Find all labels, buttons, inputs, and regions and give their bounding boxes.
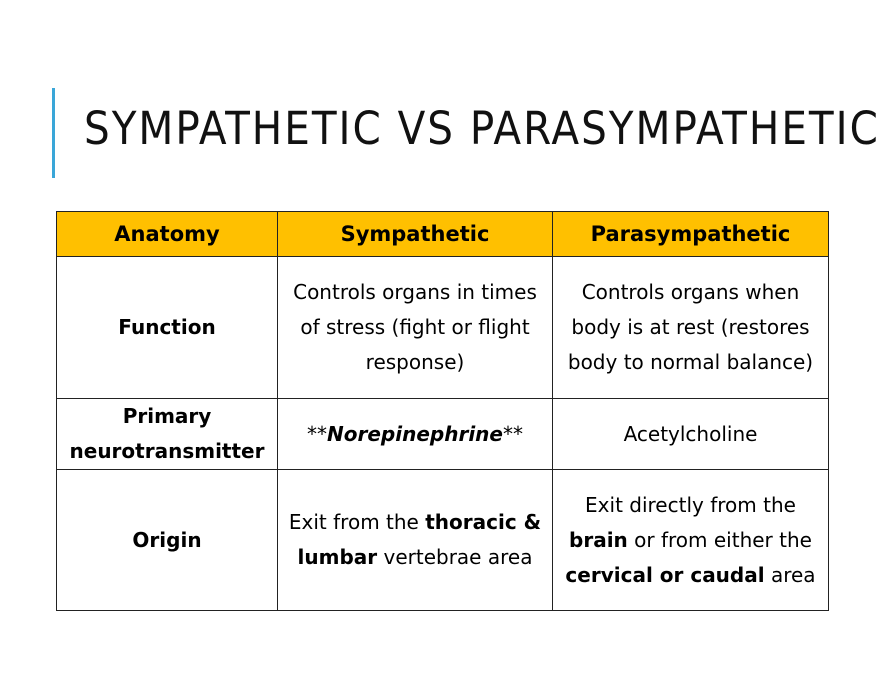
row-label-function: Function — [57, 257, 278, 399]
origin-para-text-3: area — [764, 562, 816, 587]
cell-parasympathetic-function: Controls organs when body is at rest (restores body to normal balance) — [553, 257, 829, 399]
cell-parasympathetic-origin — [553, 470, 829, 611]
origin-para-text-1: Exit directly from the — [585, 492, 796, 517]
row-label-origin: Origin — [57, 470, 278, 611]
table-header-row — [57, 212, 829, 257]
norepinephrine-text: Norepinephrine — [327, 421, 503, 446]
origin-sym-bold-1: thoracic & lumbar — [297, 510, 542, 569]
slide-title: SYMPATHETIC VS PARASYMPATHETIC — [84, 102, 880, 155]
asterisks-after: ** — [502, 421, 523, 446]
cell-sympathetic-origin — [278, 470, 553, 611]
cell-parasympathetic-neurotransmitter: Acetylcholine — [553, 399, 829, 470]
asterisks-before: ** — [307, 421, 328, 446]
header-parasympathetic: Parasympathetic — [553, 212, 829, 257]
cell-sympathetic-neurotransmitter — [278, 399, 553, 470]
row-label-neurotransmitter: Primary neurotransmitter — [57, 399, 278, 470]
origin-sym-text-1: Exit from the — [288, 510, 426, 534]
comparison-table — [56, 211, 829, 611]
header-sympathetic: Sympathetic — [278, 212, 553, 257]
table-row — [57, 257, 829, 399]
origin-para-text-2: or from either the — [627, 527, 812, 552]
origin-para-bold-1: brain — [569, 527, 628, 552]
header-anatomy: Anatomy — [57, 212, 278, 257]
origin-para-bold-2: cervical or caudal — [565, 562, 765, 587]
origin-sym-text-2: vertebrae area — [377, 545, 533, 569]
title-accent-bar — [52, 88, 55, 178]
table-row — [57, 399, 829, 470]
cell-sympathetic-function: Controls organs in times of stress (fight or flight response) — [278, 257, 553, 399]
table-row — [57, 470, 829, 611]
